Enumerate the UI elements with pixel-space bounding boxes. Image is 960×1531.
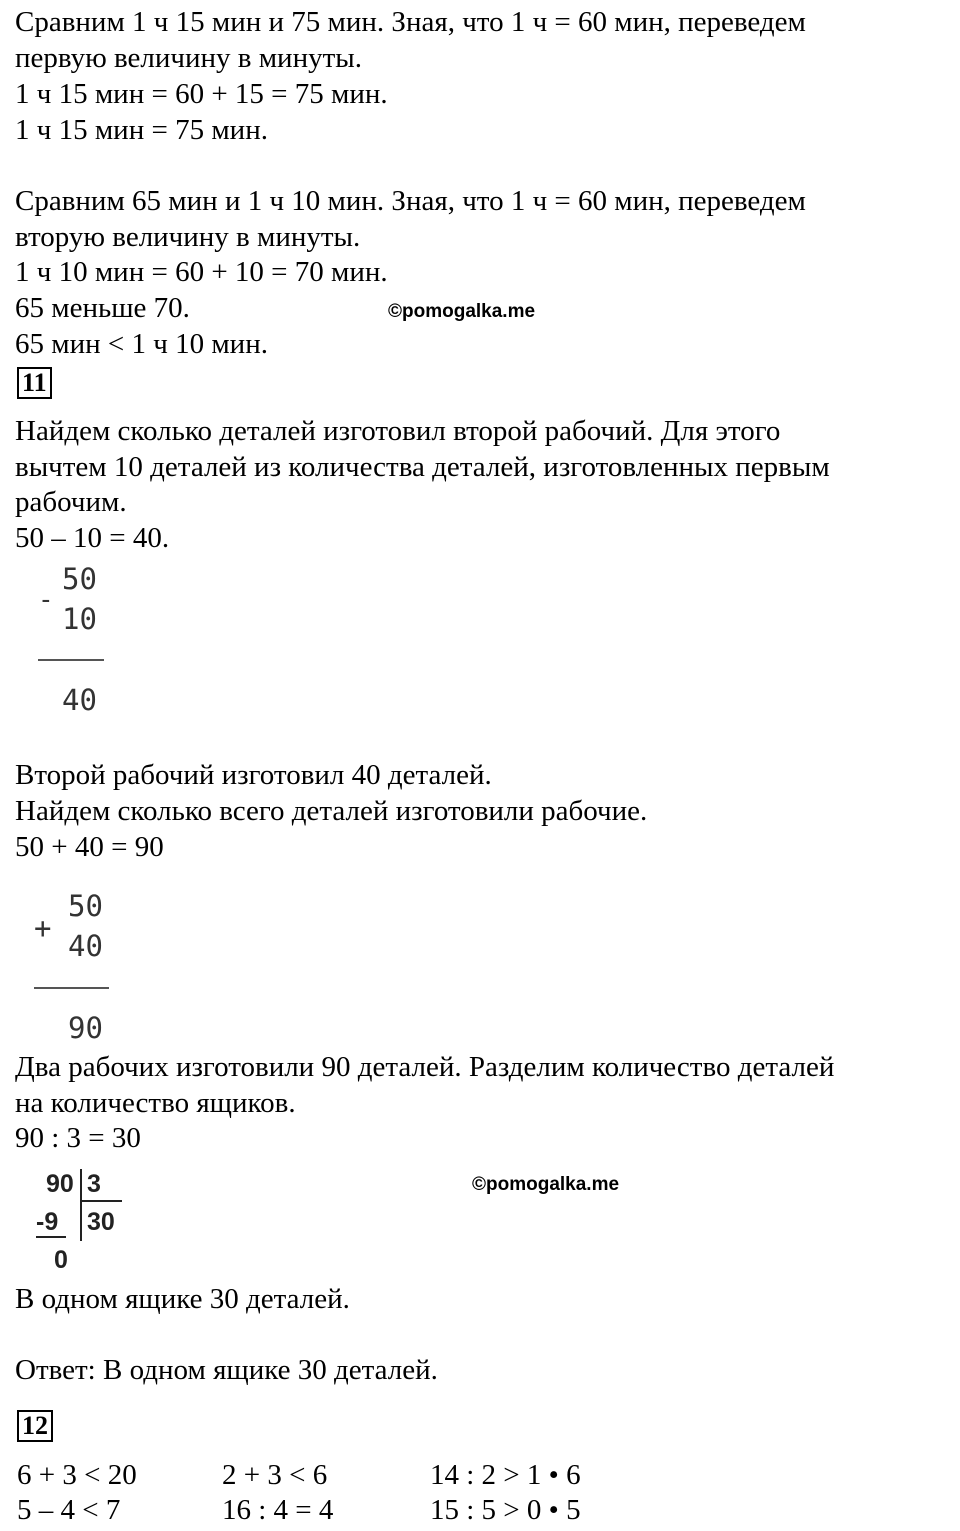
text-line: 50 – 10 = 40. xyxy=(15,522,170,554)
inequality: 2 + 3 < 6 xyxy=(222,1459,328,1491)
task-number-11: 11 xyxy=(17,367,52,399)
division-horizontal-bar xyxy=(80,1200,122,1202)
difference: 40 xyxy=(62,683,97,717)
remainder: 0 xyxy=(54,1246,68,1274)
sum: 90 xyxy=(68,1011,103,1045)
task-number-12: 12 xyxy=(17,1410,53,1442)
text-line: В одном ящике 30 деталей. xyxy=(15,1283,350,1315)
plus-sign: + xyxy=(34,911,52,945)
partial-subtrahend: -9 xyxy=(36,1208,59,1236)
addend-top: 50 xyxy=(68,889,103,923)
text-line: Два рабочих изготовили 90 деталей. Разделим количество деталей xyxy=(15,1051,835,1083)
watermark: ©pomogalka.me xyxy=(388,301,536,322)
text-line: на количество ящиков. xyxy=(15,1087,296,1119)
minus-sign: - xyxy=(38,585,54,615)
text-line: 65 меньше 70. xyxy=(15,292,190,324)
text-line: 90 : 3 = 30 xyxy=(15,1122,141,1154)
division-vertical-bar xyxy=(80,1169,82,1241)
text-line: 1 ч 10 мин = 60 + 10 = 70 мин. xyxy=(15,256,388,288)
result-line xyxy=(38,659,104,661)
answer-line: Ответ: В одном ящике 30 деталей. xyxy=(15,1354,438,1386)
text-line: рабочим. xyxy=(15,486,127,518)
text-line: Найдем сколько деталей изготовил второй рабочий. Для этого xyxy=(15,415,781,447)
subtrahend: 10 xyxy=(62,602,97,636)
divisor: 3 xyxy=(87,1170,101,1198)
inequality: 14 : 2 > 1 • 6 xyxy=(430,1459,581,1491)
addend-bottom: 40 xyxy=(68,929,103,963)
inequality: 16 : 4 = 4 xyxy=(222,1494,334,1526)
text-line: вычтем 10 деталей из количества деталей, изготовленных первым xyxy=(15,451,830,483)
inequality: 15 : 5 > 0 • 5 xyxy=(430,1494,581,1526)
inequality: 5 – 4 < 7 xyxy=(17,1494,121,1526)
text-line: 50 + 40 = 90 xyxy=(15,831,164,863)
text-line: Второй рабочий изготовил 40 деталей. xyxy=(15,759,492,791)
text-line: первую величину в минуты. xyxy=(15,42,363,74)
subtrahend-underline xyxy=(36,1236,66,1238)
text-line: 1 ч 15 мин = 60 + 15 = 75 мин. xyxy=(15,78,388,110)
quotient: 30 xyxy=(87,1208,115,1236)
text-line: Найдем сколько всего деталей изготовили рабочие. xyxy=(15,795,648,827)
minuend: 50 xyxy=(62,562,97,596)
text-line: вторую величину в минуты. xyxy=(15,221,361,253)
text-line: 1 ч 15 мин = 75 мин. xyxy=(15,114,268,146)
result-line xyxy=(34,987,109,989)
text-line: Сравним 1 ч 15 мин и 75 мин. Зная, что 1 ч = 60 мин, переведем xyxy=(15,6,806,38)
inequality: 6 + 3 < 20 xyxy=(17,1459,137,1491)
text-line: Сравним 65 мин и 1 ч 10 мин. Зная, что 1 ч = 60 мин, переведем xyxy=(15,185,806,217)
text-line: 65 мин < 1 ч 10 мин. xyxy=(15,328,268,360)
dividend: 90 xyxy=(46,1170,74,1198)
watermark: ©pomogalka.me xyxy=(472,1174,620,1195)
